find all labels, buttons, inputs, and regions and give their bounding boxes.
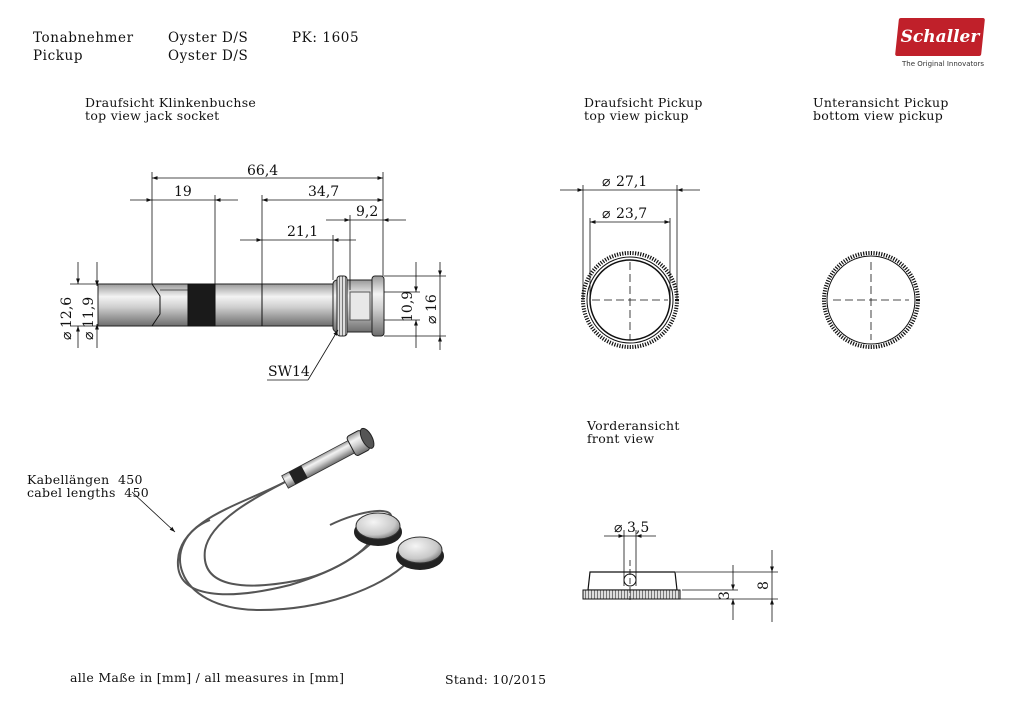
illustration-pickup-1 [354,513,402,546]
illustration-pickup-2-top [398,537,442,563]
view-title-pickup-top-de: Draufsicht Pickup [584,95,703,110]
illustration-pickup-1-top [356,513,400,539]
dia-symbol: ⌀ [424,315,440,324]
brand-tagline: The Original Innovators [902,60,985,68]
view-title-pickup-top-en: top view pickup [584,108,689,123]
dim-dia-12-6-group [59,297,75,340]
view-title-jack-de: Draufsicht Klinkenbuchse [85,95,257,110]
dim-dia-16-group [424,294,440,324]
dim-9-2: 9,2 [356,204,379,220]
view-title-front-de: Vorderansicht [587,418,680,433]
view-title-front-en: front view [587,431,655,446]
product-illustration [132,426,444,610]
cable-en-value: 450 [124,485,149,500]
dim-3: 3 [717,591,733,600]
jack-dimensions [70,172,446,380]
product-label-en: Pickup [33,48,84,64]
pickup-top-dimension-labels [602,174,647,222]
product-label-de: Tonabnehmer [33,30,134,46]
dim-10-9: 10,9 [400,290,416,322]
dia-symbol: ⌀ [81,331,97,340]
dim-sw14: SW14 [268,364,310,380]
dim-dia-27-1: 27,1 [616,174,648,190]
dim-34-7: 34,7 [308,184,340,200]
view-title-jack-en: top view jack socket [85,108,220,123]
cable-de-value: 450 [118,472,143,487]
dim-dia-11-9: 11,9 [81,296,97,328]
dia-symbol: ⌀ [59,331,75,340]
cable-length-leader [132,492,175,532]
jack-end-flange [372,276,384,336]
dia-symbol: ⌀ [602,174,611,190]
jack-nut-washer [337,276,347,336]
cable-en-text: cabel lengths [27,485,116,500]
view-title-pickup-bottom-en: bottom view pickup [813,108,944,123]
jack-black-band [188,284,215,326]
dim-dia-16: 16 [424,294,440,312]
illustration-jack-barrel [282,441,355,489]
dia-symbol: ⌀ [602,206,611,222]
dim-dia-11-9-group [81,297,97,340]
pickup-top-view [583,253,677,347]
dim-dia-12-6: 12,6 [59,296,75,328]
dim-8: 8 [756,581,772,590]
dim-overall-length: 66,4 [247,163,279,179]
pickup-bottom-view [824,253,918,347]
pickup-front-knurled-base [583,590,680,599]
dim-dia-3-5: 3,5 [627,520,650,536]
illustration-jack [280,426,377,491]
view-title-pickup-bottom-de: Unteransicht Pickup [813,95,949,110]
dim-21-1: 21,1 [287,224,319,240]
dia-symbol: ⌀ [614,520,623,536]
brand-logo-text: Schaller [900,27,980,47]
jack-socket-drawing [98,276,384,336]
illustration-pickup-2 [396,537,444,570]
dim-dia-23-7: 23,7 [616,206,648,222]
model-label-en: Oyster D/S [168,48,249,64]
units-note: alle Maße in [mm] / all measures in [mm] [70,670,345,685]
cable-1 [178,482,372,594]
dim-10-9-group [400,291,416,322]
pickup-front-view [583,560,680,600]
cable-de-text: Kabellängen [27,472,110,487]
jack-nut-face [350,292,370,320]
model-label-de: Oyster D/S [168,30,249,46]
part-number: PK: 1605 [292,30,360,46]
status-date: Stand: 10/2015 [445,672,547,687]
dim-19: 19 [174,184,192,200]
